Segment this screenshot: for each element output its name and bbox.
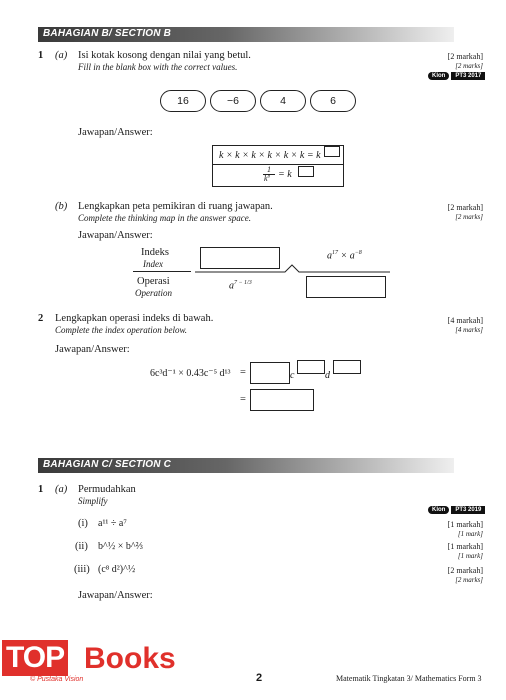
question-text-en: Complete the index operation below. <box>55 325 188 335</box>
publisher-credit: © Pustaka Vision <box>30 676 84 683</box>
page-number: 2 <box>256 672 263 684</box>
subpart-label: (i) <box>78 518 88 529</box>
marks-en: [2 marks] <box>455 62 483 70</box>
exponent-blank-box[interactable] <box>324 146 340 157</box>
option-pill[interactable]: 6 <box>310 90 356 112</box>
variable-d: d <box>325 370 330 381</box>
marks-en: [1 mark] <box>457 530 483 538</box>
expr-top-mid: × a <box>338 250 355 262</box>
frac-denominator <box>264 174 270 183</box>
brand-logo-books: Books <box>84 642 176 675</box>
klon-badge <box>428 72 485 80</box>
question-number: 1 <box>38 50 44 61</box>
klon-tag: PT3 2019 <box>451 506 485 514</box>
marks-ms: [2 markah] <box>447 566 483 575</box>
marks-ms: [1 markah] <box>447 520 483 529</box>
answer-label: Jawapan/Answer: <box>78 230 153 241</box>
question-text-ms: Lengkapkan peta pemikiran di ruang jawapan. <box>78 201 273 212</box>
klon-badge <box>428 506 485 514</box>
section-b-title: BAHAGIAN B/ SECTION B <box>43 28 172 39</box>
expr-top <box>327 250 362 261</box>
option-pill[interactable]: 16 <box>160 90 206 112</box>
klon-label: Klon <box>428 506 449 514</box>
marks-ms: [2 markah] <box>447 52 483 61</box>
expr-rhs: = k <box>278 169 292 180</box>
indeks-label-ms: Indeks <box>141 247 169 258</box>
expr-bottom-base: a <box>229 280 234 292</box>
subpart-expression: b^½ × b^⅔ <box>98 541 144 552</box>
expr-top-exp2: −8 <box>354 250 362 256</box>
table-divider <box>213 164 343 165</box>
part-label: (b) <box>55 201 68 212</box>
footer-subject: Matematik Tingkatan 3/ Mathematics Form 3 <box>336 674 482 683</box>
marks-ms: [4 markah] <box>447 316 483 325</box>
frac-den-base: k <box>264 174 268 183</box>
operasi-label-en: Operation <box>135 288 172 298</box>
index-expression: 6c³d⁻¹ × 0.43c⁻⁵ d¹³ <box>150 368 231 379</box>
expr-bottom-exp: 7 − 1/3 <box>234 280 252 286</box>
frac-den-exp: 8 <box>267 174 271 180</box>
marks-en: [1 mark] <box>457 552 483 560</box>
question-text-ms: Lengkapkan operasi indeks di bawah. <box>55 313 214 324</box>
marks-ms: [2 markah] <box>447 203 483 212</box>
section-c-title: BAHAGIAN C/ SECTION C <box>43 459 172 470</box>
option-pill[interactable]: 4 <box>260 90 306 112</box>
marks-en: [2 marks] <box>455 213 483 221</box>
operation-answer-box[interactable] <box>306 276 386 298</box>
final-answer-box[interactable] <box>250 389 314 411</box>
answer-label: Jawapan/Answer: <box>78 590 153 601</box>
frac-numerator: 1 <box>267 165 271 174</box>
subpart-label: (ii) <box>75 541 88 552</box>
marks-en: [4 marks] <box>455 326 483 334</box>
section-c-header <box>38 458 454 473</box>
answer-label: Jawapan/Answer: <box>55 344 130 355</box>
brand-logo-top: TOP <box>2 640 68 676</box>
marks-ms: [1 markah] <box>447 542 483 551</box>
coefficient-answer-box[interactable] <box>250 362 290 384</box>
c-exponent-box[interactable] <box>297 360 325 374</box>
option-pill[interactable]: −6 <box>210 90 256 112</box>
equals-sign: = <box>240 394 246 405</box>
answer-table <box>212 145 344 187</box>
question-text-ms: Isi kotak kosong dengan nilai yang betul. <box>78 50 251 61</box>
question-number: 2 <box>38 313 44 324</box>
expr-bottom <box>229 280 252 291</box>
question-text-en: Complete the thinking map in the answer space. <box>78 213 251 223</box>
answer-label: Jawapan/Answer: <box>78 127 153 138</box>
question-text-en: Fill in the blank box with the correct values. <box>78 62 238 72</box>
marks-en: [2 marks] <box>455 576 483 584</box>
klon-label: Klon <box>428 72 449 80</box>
subpart-expression: (c⁸ d²)^½ <box>98 564 136 575</box>
subpart-label: (iii) <box>74 564 90 575</box>
equals-sign: = <box>240 367 246 378</box>
variable-c: c <box>290 370 295 381</box>
question-text-ms: Permudahkan <box>78 484 136 495</box>
section-b-header <box>38 27 454 42</box>
exponent-blank-box[interactable] <box>298 166 314 177</box>
question-text-en: Simplify <box>78 496 108 506</box>
part-label: (a) <box>55 50 68 61</box>
subpart-expression: a¹¹ ÷ a⁷ <box>98 518 127 529</box>
question-number: 1 <box>38 484 44 495</box>
operasi-label-ms: Operasi <box>137 276 170 287</box>
expr-top-base: a <box>327 250 332 262</box>
expr-product: k × k × k × k × k × k = k <box>219 150 321 161</box>
part-label: (a) <box>55 484 68 495</box>
d-exponent-box[interactable] <box>333 360 361 374</box>
label-divider <box>133 271 191 272</box>
expr-top-exp1: 17 <box>332 250 338 256</box>
klon-tag: PT3 2017 <box>451 72 485 80</box>
indeks-label-en: Index <box>143 259 163 269</box>
